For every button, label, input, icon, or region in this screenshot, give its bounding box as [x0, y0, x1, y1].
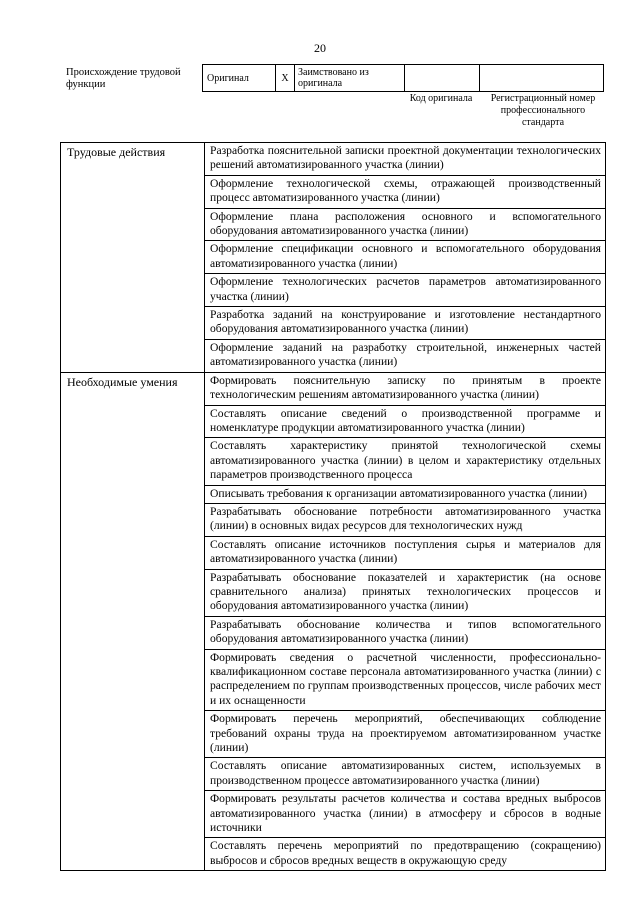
list-item: Составлять описание автоматизированных систем, используемых в производственном процессе автоматизированного участка (линии) [205, 757, 605, 790]
original-code-cell [405, 65, 480, 92]
list-item: Оформление технологических расчетов параметров автоматизированного участка (линии) [205, 273, 605, 306]
section-label: Необходимые умения [61, 372, 205, 871]
list-item: Оформление заданий на разработку строительной, инженерных частей автоматизированного участка (линии) [205, 339, 605, 372]
registration-caption: Регистрационный номер профессионального стандарта [490, 93, 596, 128]
list-item: Разработка заданий на конструирование и изготовление нестандартного оборудования автоматизированного участка (линии) [205, 306, 605, 339]
list-item: Разработка пояснительной записки проектной документации технологических решений автоматизированного участка (линии) [210, 144, 601, 172]
list-item: Разрабатывать обоснование количества и типов вспомогательного оборудования автоматизированного участка (линии) [205, 616, 605, 649]
list-item: Составлять описание сведений о производственной программе и номенклатуре продукции автоматизированного участка (линии) [205, 405, 605, 438]
borrowed-cell: Заимствовано из оригинала [295, 65, 405, 92]
origin-label: Происхождение трудовой функции [66, 67, 181, 90]
registration-number-cell [480, 65, 604, 92]
list-item: Описывать требования к организации автоматизированного участка (линии) [205, 485, 605, 503]
function-table [60, 142, 606, 871]
section-items [205, 372, 606, 871]
list-item: Оформление технологической схемы, отражающей производственный процесс автоматизированного участка (линии) [205, 175, 605, 208]
original-mark: X [276, 65, 295, 92]
section-row [61, 143, 606, 373]
section-items [205, 143, 606, 373]
list-item: Оформление плана расположения основного и вспомогательного оборудования автоматизированного участка (линии) [205, 208, 605, 241]
page-number: 20 [314, 41, 326, 55]
origin-table [202, 64, 604, 92]
list-item: Составлять перечень мероприятий по предотвращению (сокращению) выбросов и сбросов вредных веществ в окружающую среду [205, 837, 605, 870]
original-cell: Оригинал [203, 65, 276, 92]
list-item: Разрабатывать обоснование показателей и характеристик (на основе сравнительного анализа) принятых технологических процессов и оборудования автоматизированного участка (линии) [205, 569, 605, 616]
list-item: Формировать перечень мероприятий, обеспечивающих соблюдение требований охраны труда на проектируемом автоматизированном участке (линии) [205, 710, 605, 757]
list-item: Разрабатывать обоснование потребности автоматизированного участка (линии) в основных видах ресурсов для технологических нужд [205, 503, 605, 536]
list-item: Формировать пояснительную записку по принятым в проекте технологическим решениям автоматизированного участка (линии) [210, 373, 601, 402]
section-row [61, 372, 606, 871]
section-label: Трудовые действия [61, 143, 205, 373]
list-item: Формировать результаты расчетов количества и состава вредных выбросов автоматизированного участка (линии) в атмосферу и сбросов в водные источники [205, 790, 605, 837]
code-caption: Код оригинала [409, 93, 473, 104]
list-item: Составлять описание источников поступления сырья и материалов для автоматизированного участка (линии) [205, 536, 605, 569]
list-item: Формировать сведения о расчетной численности, профессионально-квалификационном составе персонала автоматизированного участка (линии) с распределением по группам производственных процессов, числе рабочих мест и их оснащенности [205, 649, 605, 711]
list-item: Составлять характеристику принятой технологической схемы автоматизированного участка (линии) в целом и характеристику отдельных параметров производственного процесса [205, 437, 605, 484]
list-item: Оформление спецификации основного и вспомогательного оборудования автоматизированного участка (линии) [205, 240, 605, 273]
